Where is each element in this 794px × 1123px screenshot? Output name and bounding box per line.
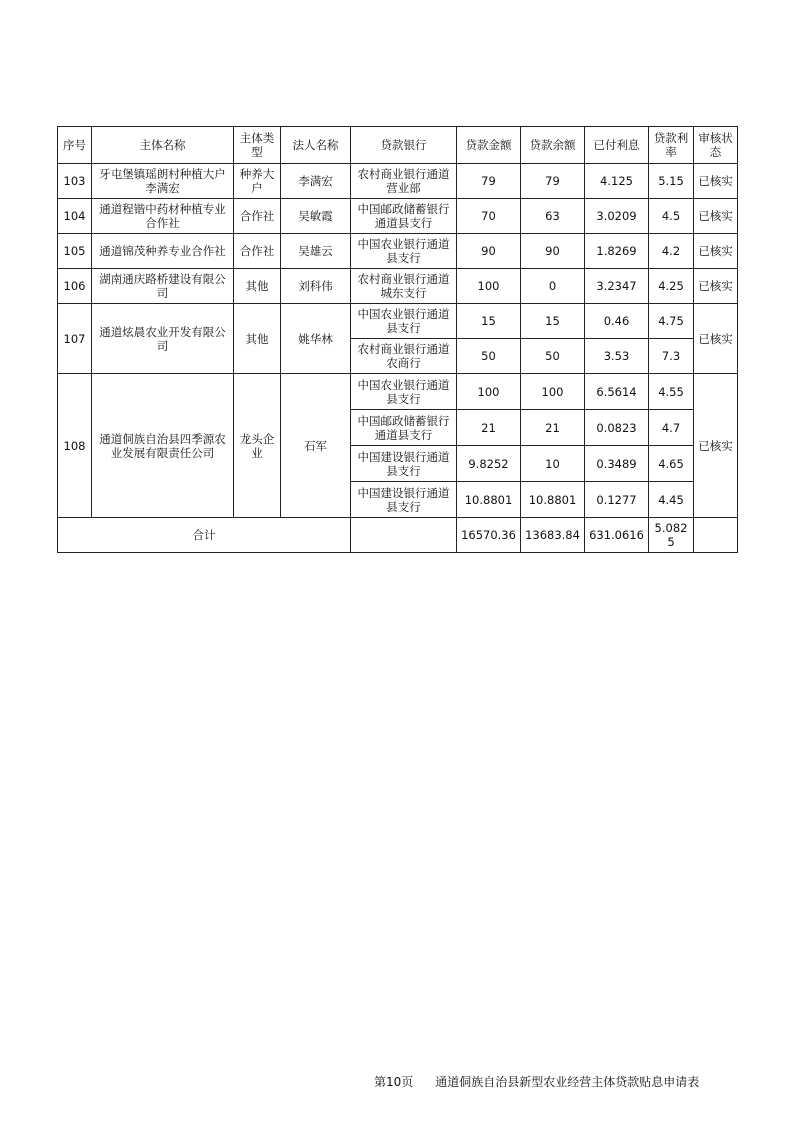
cell-bank: 中国邮政储蓄银行通道县支行	[351, 199, 457, 234]
table-row	[58, 269, 738, 304]
cell-interest: 3.0209	[585, 199, 649, 234]
cell-interest: 0.1277	[585, 482, 649, 518]
cell-seq: 108	[58, 374, 92, 518]
total-balance: 13683.84	[521, 518, 585, 553]
cell-rate: 4.75	[649, 304, 694, 339]
cell-interest: 6.5614	[585, 374, 649, 410]
total-interest: 631.0616	[585, 518, 649, 553]
cell-seq: 104	[58, 199, 92, 234]
total-rate: 5.0825	[649, 518, 694, 553]
cell-interest: 0.46	[585, 304, 649, 339]
cell-rate: 7.3	[649, 339, 694, 374]
cell-status: 已核实	[694, 269, 738, 304]
table-row	[58, 199, 738, 234]
col-header-bank: 贷款银行	[351, 127, 457, 164]
total-status	[694, 518, 738, 553]
cell-balance: 90	[521, 234, 585, 269]
page-footer	[374, 1073, 699, 1090]
cell-legal: 吴雄云	[281, 234, 351, 269]
total-label: 合计	[58, 518, 351, 553]
col-header-type: 主体类型	[234, 127, 281, 164]
cell-name: 通道程锴中药材种植专业合作社	[92, 199, 234, 234]
cell-amount: 50	[457, 339, 521, 374]
cell-bank: 中国农业银行通道县支行	[351, 374, 457, 410]
cell-seq: 103	[58, 164, 92, 199]
cell-seq: 106	[58, 269, 92, 304]
table-row	[58, 304, 738, 339]
cell-type: 种养大户	[234, 164, 281, 199]
cell-amount: 90	[457, 234, 521, 269]
cell-type: 其他	[234, 269, 281, 304]
document-title: 通道侗族自治县新型农业经营主体贷款贴息申请表	[435, 1075, 700, 1089]
cell-bank: 中国建设银行通道县支行	[351, 482, 457, 518]
col-header-legal: 法人名称	[281, 127, 351, 164]
cell-interest: 3.53	[585, 339, 649, 374]
cell-balance: 10	[521, 446, 585, 482]
col-header-seq: 序号	[58, 127, 92, 164]
cell-rate: 4.65	[649, 446, 694, 482]
cell-status: 已核实	[694, 234, 738, 269]
cell-seq: 105	[58, 234, 92, 269]
total-bank	[351, 518, 457, 553]
cell-amount: 21	[457, 410, 521, 446]
col-header-balance: 贷款余额	[521, 127, 585, 164]
col-header-amount: 贷款金额	[457, 127, 521, 164]
col-header-name: 主体名称	[92, 127, 234, 164]
cell-bank: 农村商业银行通道农商行	[351, 339, 457, 374]
loan-table	[57, 126, 738, 553]
header-row	[58, 127, 738, 164]
cell-balance: 63	[521, 199, 585, 234]
cell-rate: 5.15	[649, 164, 694, 199]
cell-interest: 3.2347	[585, 269, 649, 304]
cell-balance: 79	[521, 164, 585, 199]
total-row	[58, 518, 738, 553]
cell-balance: 100	[521, 374, 585, 410]
col-header-rate: 贷款利率	[649, 127, 694, 164]
cell-balance: 10.8801	[521, 482, 585, 518]
cell-bank: 中国农业银行通道县支行	[351, 234, 457, 269]
cell-type: 龙头企业	[234, 374, 281, 518]
cell-amount: 70	[457, 199, 521, 234]
cell-name: 湖南通庆路桥建设有限公司	[92, 269, 234, 304]
table-row	[58, 164, 738, 199]
cell-interest: 0.3489	[585, 446, 649, 482]
cell-bank: 中国农业银行通道县支行	[351, 304, 457, 339]
cell-legal: 姚华林	[281, 304, 351, 374]
cell-legal: 李满宏	[281, 164, 351, 199]
cell-status: 已核实	[694, 199, 738, 234]
cell-amount: 15	[457, 304, 521, 339]
cell-interest: 4.125	[585, 164, 649, 199]
cell-balance: 0	[521, 269, 585, 304]
cell-type: 合作社	[234, 234, 281, 269]
cell-interest: 0.0823	[585, 410, 649, 446]
cell-rate: 4.45	[649, 482, 694, 518]
cell-name: 通道炫晨农业开发有限公司	[92, 304, 234, 374]
cell-amount: 9.8252	[457, 446, 521, 482]
cell-status: 已核实	[694, 304, 738, 374]
cell-status: 已核实	[694, 374, 738, 518]
cell-bank: 农村商业银行通道城东支行	[351, 269, 457, 304]
cell-amount: 10.8801	[457, 482, 521, 518]
cell-rate: 4.2	[649, 234, 694, 269]
cell-bank: 中国邮政储蓄银行通道县支行	[351, 410, 457, 446]
cell-amount: 100	[457, 269, 521, 304]
col-header-status: 审核状态	[694, 127, 738, 164]
cell-rate: 4.55	[649, 374, 694, 410]
cell-interest: 1.8269	[585, 234, 649, 269]
cell-rate: 4.25	[649, 269, 694, 304]
cell-balance: 50	[521, 339, 585, 374]
table-row	[58, 374, 738, 410]
cell-legal: 刘科伟	[281, 269, 351, 304]
table-row	[58, 234, 738, 269]
cell-rate: 4.5	[649, 199, 694, 234]
cell-rate: 4.7	[649, 410, 694, 446]
col-header-interest: 已付利息	[585, 127, 649, 164]
cell-status: 已核实	[694, 164, 738, 199]
cell-legal: 石军	[281, 374, 351, 518]
cell-bank: 农村商业银行通道营业部	[351, 164, 457, 199]
cell-name: 通道侗族自治县四季源农业发展有限责任公司	[92, 374, 234, 518]
cell-amount: 79	[457, 164, 521, 199]
cell-balance: 15	[521, 304, 585, 339]
cell-seq: 107	[58, 304, 92, 374]
cell-name: 牙屯堡镇瑶朗村种植大户李满宏	[92, 164, 234, 199]
page-number: 第10页	[374, 1075, 414, 1089]
total-amount: 16570.36	[457, 518, 521, 553]
cell-bank: 中国建设银行通道县支行	[351, 446, 457, 482]
cell-legal: 吴敏霞	[281, 199, 351, 234]
cell-type: 其他	[234, 304, 281, 374]
cell-name: 通道锦茂种养专业合作社	[92, 234, 234, 269]
cell-type: 合作社	[234, 199, 281, 234]
cell-amount: 100	[457, 374, 521, 410]
cell-balance: 21	[521, 410, 585, 446]
